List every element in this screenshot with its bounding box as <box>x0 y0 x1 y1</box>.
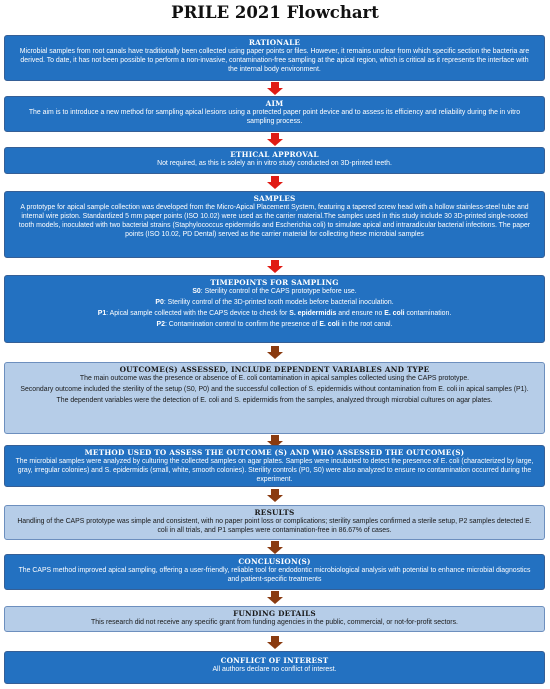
down-arrow-icon <box>267 260 283 273</box>
down-arrow-icon <box>267 489 283 502</box>
samples-heading: SAMPLES <box>253 194 296 203</box>
samples-text: A prototype for apical sample collection was developed from the Micro-Apical Placement System, featuring a tapered screw head with a hollow stainless-steel tube and internal wire piston. Standardized 5 mm paper points (ISO 10.02) were used as the carrier material.The samples used in this study include 30 3D-printed single-rooted tooth models, inoculated with two bacterial strains (Staphylococcus epidermidis and Escherichia coli) to simulate apical and intraradicular bacterial infections. The paper points (ISO 10.02, PD Dental) served as the carrier material for collecting these microbial samples <box>18 204 531 239</box>
ethical-approval-text: Not required, as this is solely an in vitro study conducted on 3D-printed teeth. <box>157 160 392 168</box>
results-heading: RESULTS <box>254 508 295 517</box>
rationale-box <box>4 35 545 81</box>
conflict-heading: CONFLICT OF INTEREST <box>220 656 329 665</box>
down-arrow-icon <box>267 133 283 146</box>
timepoint-p0: P0: Sterility control of the 3D-printed tooth models before bacterial inoculation. <box>155 299 394 307</box>
ethical-approval-heading: ETHICAL APPROVAL <box>230 150 319 159</box>
aim-box <box>4 96 545 132</box>
down-arrow-icon <box>267 82 283 95</box>
funding-box <box>4 606 545 632</box>
outcomes-heading: OUTCOME(S) ASSESSED, INCLUDE DEPENDENT VARIABLES AND TYPE <box>119 365 430 374</box>
rationale-heading: RATIONALE <box>248 38 301 47</box>
conclusion-heading: CONCLUSION(S) <box>238 557 311 566</box>
results-text: Handling of the CAPS prototype was simple and consistent, with no paper point loss or complications; sterility samples confirmed a sterile setup, P2 samples detected E. coli in all trials, and P1 samples were contamination-free in 86.67% of cases. <box>17 518 532 535</box>
down-arrow-icon <box>267 591 283 604</box>
funding-heading: FUNDING DETAILS <box>233 609 316 618</box>
timepoints-box <box>4 275 545 343</box>
aim-heading: AIM <box>265 99 284 108</box>
timepoint-p2: P2: Contamination control to confirm the presence of E. coli in the root canal. <box>156 321 393 329</box>
down-arrow-icon <box>267 176 283 189</box>
outcomes-main-text: The main outcome was the presence or absence of E. coli contamination in apical samples collected using the CAPS prototype. <box>79 375 470 383</box>
timepoint-s0: S0: Sterility control of the CAPS prototype before use. <box>192 288 357 296</box>
method-heading: METHOD USED TO ASSESS THE OUTCOME (S) AND WHO ASSESSED THE OUTCOME(S) <box>84 448 465 457</box>
down-arrow-icon <box>267 636 283 649</box>
conclusion-box <box>4 554 545 590</box>
conflict-box <box>4 651 545 684</box>
rationale-text: Microbial samples from root canals have traditionally been collected using paper points or files. However, it remains unclear from which specific section the bacteria are derived. To date, it has not been possible to perform a non-invasive, contamination-free sampling at the apical region, which is critical as it represents the interface with the internal body environment. <box>19 48 530 74</box>
timepoints-heading: TIMEPOINTS FOR SAMPLING <box>210 278 339 287</box>
flowchart-title: PRILE 2021 Flowchart <box>171 3 379 22</box>
funding-text: This research did not receive any specific grant from funding agencies in the public, commercial, or not-for-profit sectors. <box>91 619 458 627</box>
samples-box <box>4 191 545 258</box>
conclusion-text: The CAPS method improved apical sampling, offering a user-friendly, reliable tool for endodontic microbiological analysis with potential to enhance microbial diagnostics and patient-specific treatments <box>18 567 531 584</box>
outcomes-secondary-text: Secondary outcome included the sterility of the setup (S0, P0) and the successful collection of S. epidermidis without contamination from E. coli in apical samples (P1). <box>20 386 529 394</box>
results-box <box>4 505 545 540</box>
down-arrow-icon <box>267 346 283 359</box>
outcomes-dependent-text: The dependent variables were the detection of E. coli and S. epidermidis from the samples, analyzed through microbial cultures on agar plates. <box>56 397 493 405</box>
conflict-text: All authors declare no conflict of interest. <box>212 666 337 674</box>
method-box <box>4 445 545 487</box>
aim-text: The aim is to introduce a new method for sampling apical lesions using a protected paper point device and to assess its efficiency and reliability during the in vitro sampling process. <box>28 109 521 126</box>
timepoint-p1: P1: Apical sample collected with the CAPS device to check for S. epidermidis and ensure no E. coli contamination. <box>97 310 452 318</box>
outcomes-box <box>4 362 545 434</box>
down-arrow-icon <box>267 541 283 554</box>
method-text: The microbial samples were analyzed by culturing the collected samples on agar plates. Samples were incubated to detect the presence of E. coli (characterized by large, gray, irregular colonies) and S. epidermidis (small, white, smooth colonies). Sterility controls (P0, S0) were also analyzed to ensure no contamination occurred during the experiment. <box>15 458 534 484</box>
ethical-approval-box <box>4 147 545 174</box>
